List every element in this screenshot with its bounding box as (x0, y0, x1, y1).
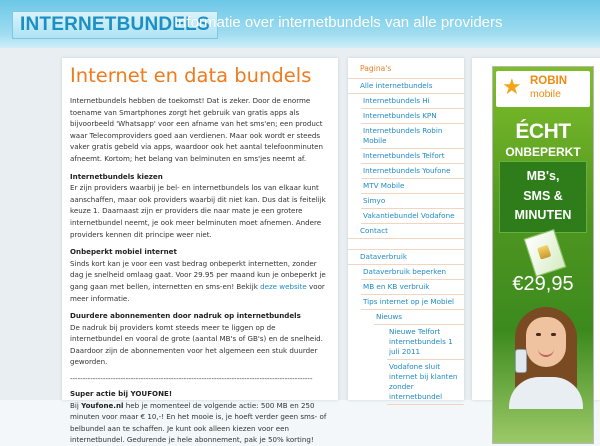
nav-dataverbruik[interactable]: Dataverbruik (348, 250, 464, 265)
robin-mobile-logo (496, 71, 590, 107)
ad-subheadline: ONBEPERKT (505, 145, 581, 159)
youfone-link[interactable]: Youfone.nl (81, 400, 124, 410)
nav-internetbundels-telfort[interactable]: Internetbundels Telfort (361, 149, 464, 164)
nav-simyo[interactable]: Simyo (361, 194, 464, 209)
nav-group-alle (348, 79, 464, 224)
section-text-duurdere: De nadruk bij providers komt steeds meer te liggen op de internetbundel en vooral de grote (aantal MB's of GB's) en de snelheid. Daardoor zijn de abonnementen voor het algemeen een stuk duurder geworden. (70, 322, 323, 367)
promo-heading: Super actie bij YOUFONE! (70, 389, 173, 399)
main-content (62, 58, 338, 445)
nav-group-dataverbruik (348, 250, 464, 405)
pages-nav (348, 79, 464, 405)
nav-subgroup-bundels (348, 94, 464, 224)
site-tagline: Informatie over internetbundels van alle providers (174, 14, 503, 31)
nav-internetbundels-robin[interactable]: Internetbundels Robin Mobile (361, 124, 464, 149)
ad-feature-box (499, 161, 587, 233)
nav-subgroup-dataverbruik (348, 265, 464, 405)
sidebar-pages-widget (348, 58, 464, 400)
ad-feature-list (500, 167, 586, 226)
widget-title-pages: Pagina's (348, 64, 464, 79)
section-text-kiezen: Er zijn providers waarbij je bel- en internetbundels los van elkaar kunt aanschaffen, maar ook providers waarbij dit niet kan. Dus dat is feitelijk keuze 1. Daarnaast zijn er providers die naar mate je een grotere internetbundel neemt, je ook meer belminuten moet afnemen. Andere providers kennen dit principe weer niet. (70, 183, 326, 239)
nav-internetbundels-kpn[interactable]: Internetbundels KPN (361, 109, 464, 124)
nav-subgroup-nieuws (374, 325, 464, 405)
sim-card-icon (524, 229, 567, 277)
section-heading-kiezen: Internetbundels kiezen (70, 171, 163, 181)
promo-text (70, 400, 330, 446)
onbeperkt-text-after: voor meer informatie. (70, 281, 325, 303)
phone-icon (515, 349, 527, 373)
nav-nieuws-telfort[interactable]: Nieuwe Telfort internetbundels 1 juli 2011 (387, 325, 464, 360)
ad-brand-sub: mobile (530, 88, 561, 100)
nav-vakantiebundel-vodafone[interactable]: Vakantiebundel Vodafone (361, 209, 464, 224)
star-icon: ★ (502, 75, 522, 100)
ad-brand-name: ROBIN (530, 75, 568, 87)
ad-feature-mb: MB's, (526, 169, 560, 183)
ad-feature-minuten: MINUTEN (514, 208, 572, 222)
onbeperkt-text-before: Sinds kort kan je voor een vast bedrag onbeperkt internetten, zonder dag je snelheid omlaag gaat. Voor 29.95 per maand kun je onbeperkt je gang gaan met bellen, internetten en sms-en! Bekijk (70, 258, 326, 291)
ad-column (472, 58, 600, 400)
nav-alle-internetbundels[interactable]: Alle internetbundels (348, 79, 464, 94)
ad-headline: ÉCHT (515, 120, 571, 143)
nav-nieuws[interactable]: Nieuws (374, 310, 464, 325)
nav-contact[interactable]: Contact (348, 224, 464, 239)
nav-internetbundels-hi[interactable]: Internetbundels Hi (361, 94, 464, 109)
nav-spacer (348, 239, 464, 250)
section-heading-duurdere: Duurdere abonnementen door nadruk op internetbundels (70, 311, 301, 321)
dashed-divider: ------------------------------------------------------------------------------------------------ (70, 375, 313, 384)
ad-feature-sms: SMS & (523, 188, 563, 203)
site-title-link[interactable]: INTERNETBUNDELS (12, 11, 218, 39)
post-title: Internet en data bundels (70, 64, 312, 87)
intro-paragraph: Internetbundels hebben de toekomst! Dat is zeker. Door de enorme toename van Smartphones zorgt het gebruik van gratis apps als bijvoorbeeld 'Whatsapp' voor een afname van het sms'en; een product waar Telecomproviders goed aan verdienen. Maar ook wordt er steeds vaker gratis gebeld via apps, waardoor ook het aantal telefoonminuten afneemt. Kortom; het belang van belminuten en sms'jes neemt af. (70, 96, 323, 163)
sim-chip-icon (537, 245, 551, 260)
robin-mobile-ad-banner[interactable] (492, 66, 594, 444)
ad-price: €29,95 (512, 273, 574, 295)
nav-mb-kb-verbruik[interactable]: MB en KB verbruik (361, 280, 464, 295)
ad-woman-photo (501, 299, 591, 409)
deze-website-link[interactable]: deze website (260, 281, 307, 291)
nav-nieuws-vodafone[interactable]: Vodafone sluit internet bij klanten zonder internetbundel (387, 360, 464, 405)
promo-text-after: heb je momenteel de volgende actie: 500 MB en 250 minuten voor maar € 10,-! En het mooie is, je hoeft verder geen sms- of belbundel aan te schaffen. Je kunt ook alleen kiezen voor een internetbundel. Gedurende je hele abonnement, pak je 50% korting! (70, 400, 327, 445)
nav-subgroup-tips (361, 310, 464, 405)
section-text-onbeperkt (70, 258, 330, 304)
section-heading-onbeperkt: Onbeperkt mobiel internet (70, 247, 177, 257)
nav-tips-mobiel[interactable]: Tips internet op je Mobiel (361, 295, 464, 310)
nav-internetbundels-youfone[interactable]: Internetbundels Youfone (361, 164, 464, 179)
promo-text-before: Bij (70, 400, 82, 410)
nav-dataverbruik-beperken[interactable]: Dataverbruik beperken (361, 265, 464, 280)
nav-group-contact (348, 224, 464, 250)
nav-mtv-mobile[interactable]: MTV Mobile (361, 179, 464, 194)
